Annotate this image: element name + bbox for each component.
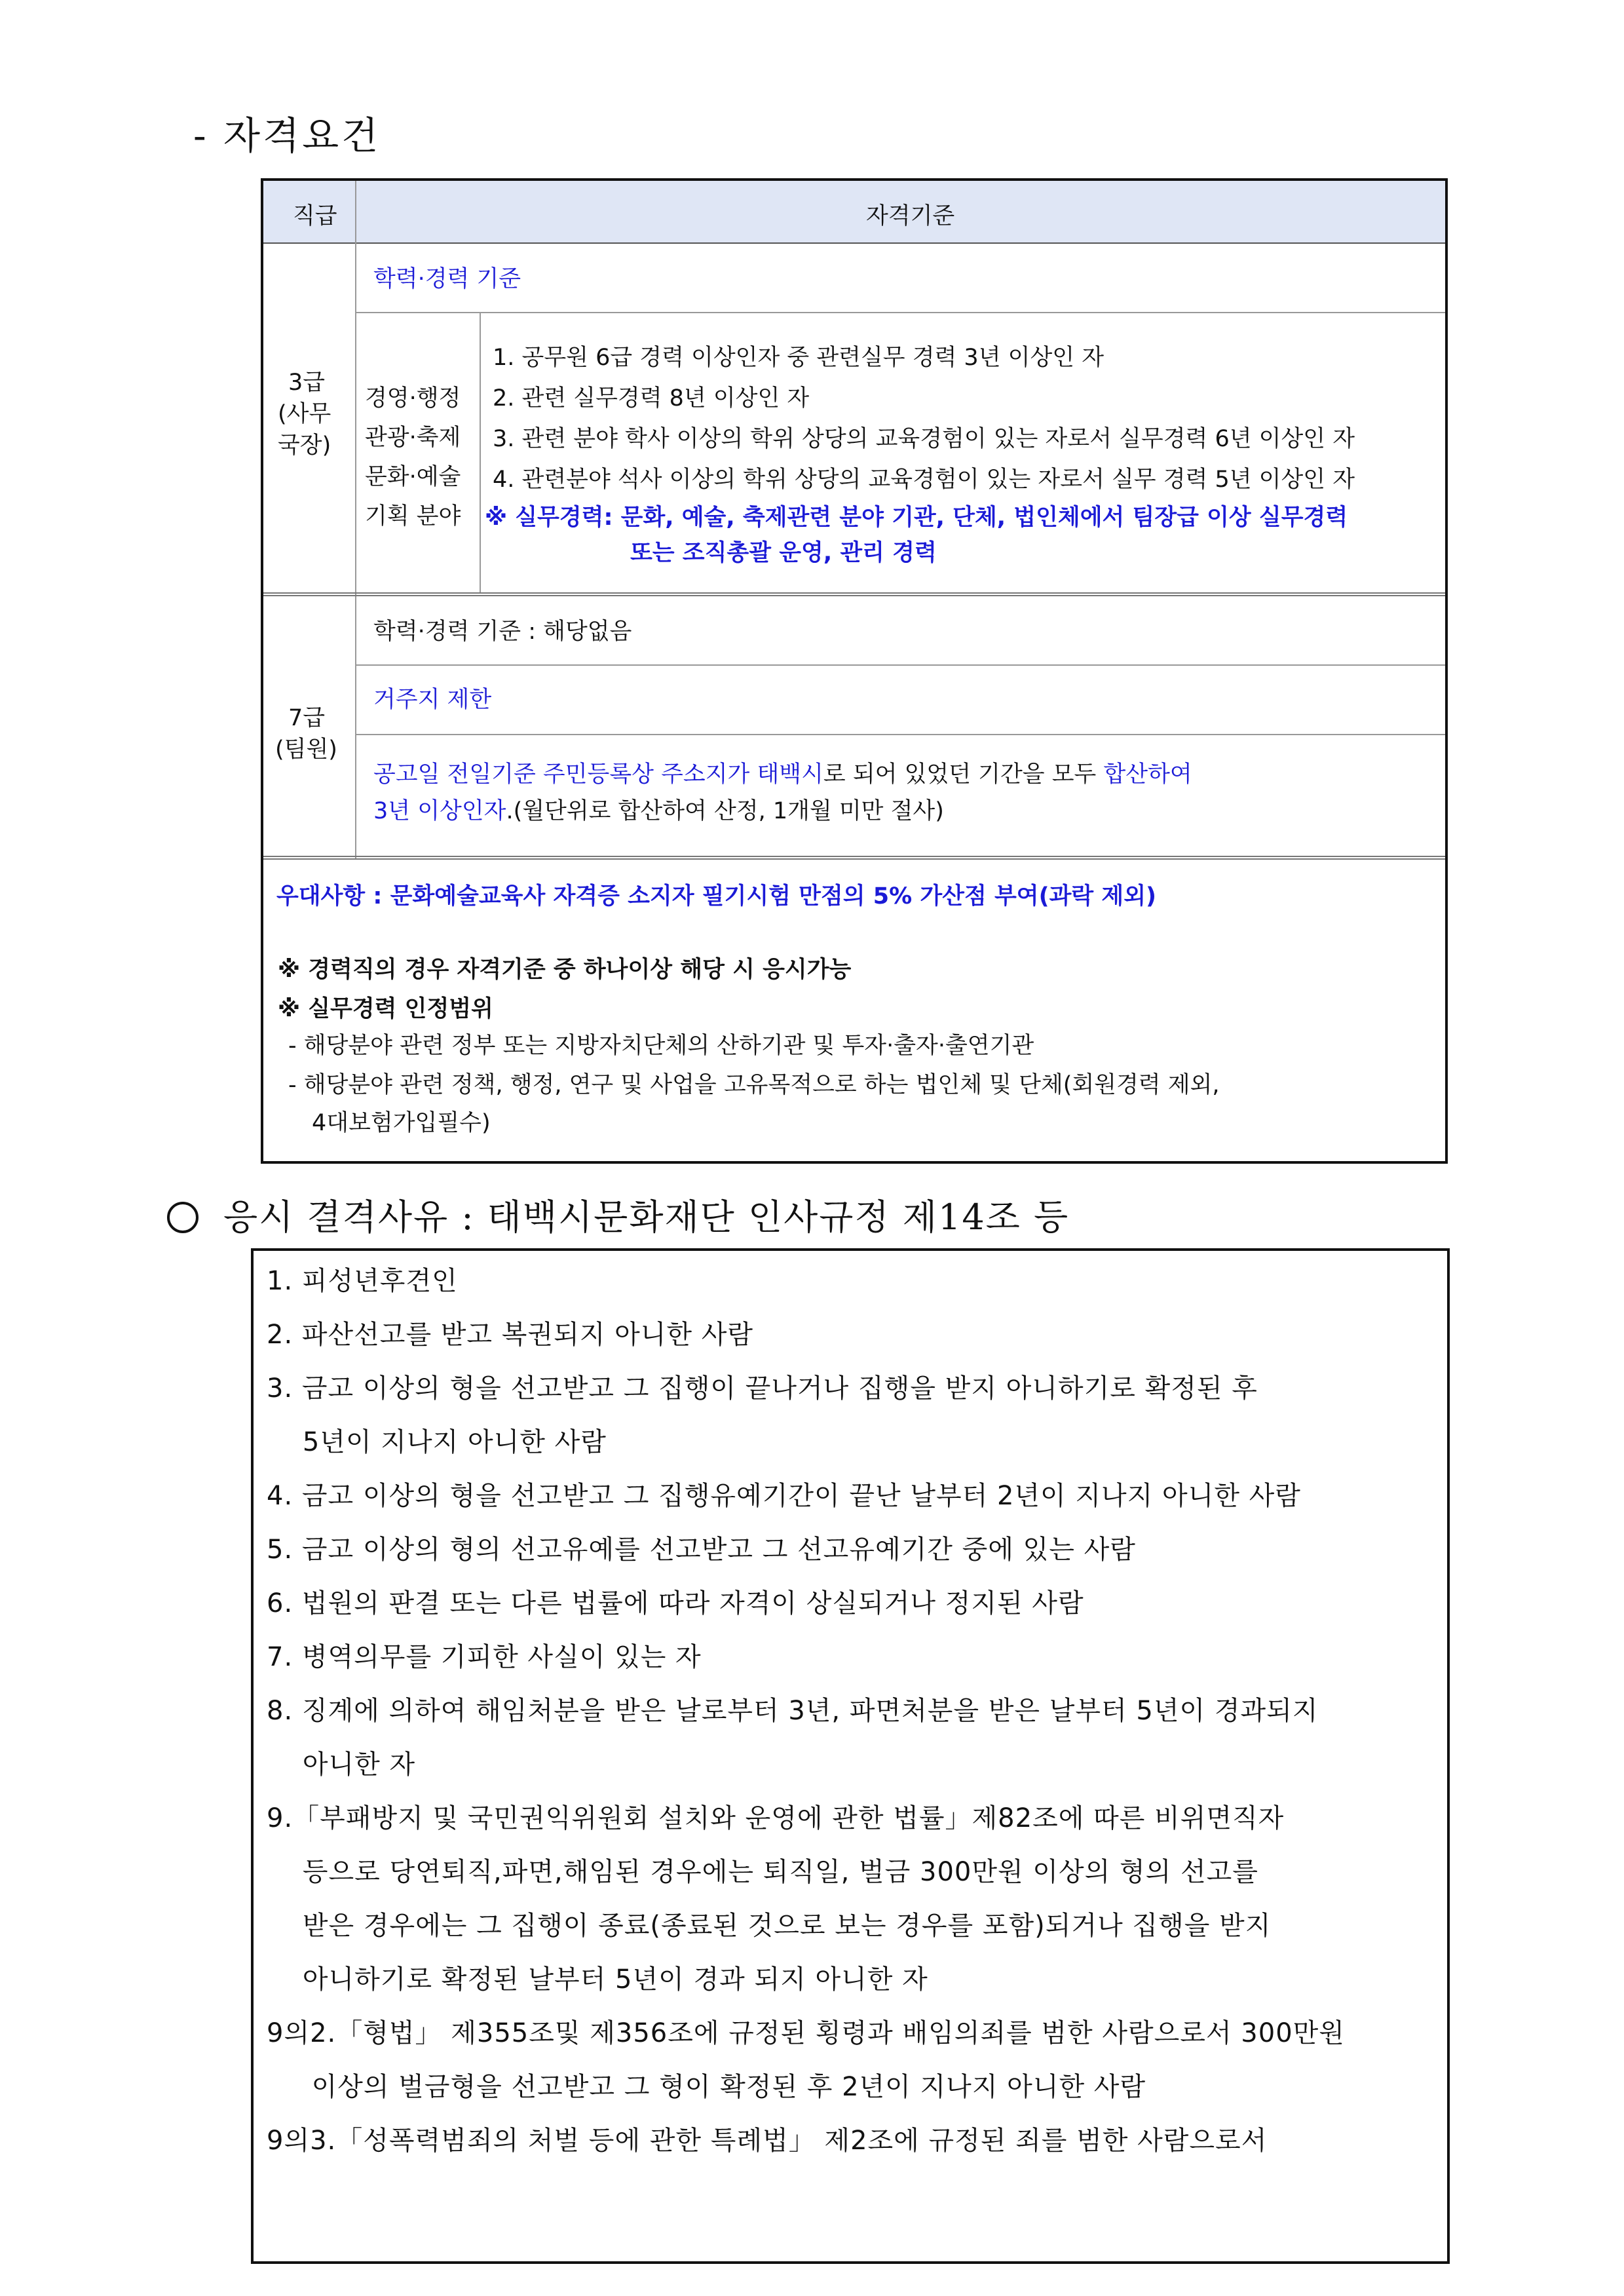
criteria-item-3: 3. 관련 분야 학사 이상의 학위 상당의 교육경험이 있는 자로서 실무경력 6년 이상인 자 (493, 426, 1355, 452)
disq-line: 9.「부패방지 및 국민권익위원회 설치와 운영에 관한 법률」제82조에 따른 비위면직자 (267, 1803, 1285, 1833)
residence-line-1-blue-b: 합산하여 (1103, 761, 1192, 788)
disq-line: 4. 금고 이상의 형을 선고받고 그 집행유예기간이 끝난 날부터 2년이 지나지 아니한 사람 (267, 1481, 1301, 1511)
disq-line: 2. 파산선고를 받고 복권되지 아니한 사람 (267, 1320, 753, 1350)
criteria-item-1: 1. 공무원 6급 경력 이상인자 중 관련실무 경력 3년 이상인 자 (493, 345, 1105, 371)
field-3: 문화·예술 (365, 464, 461, 490)
disqualification-heading (167, 1189, 1069, 1240)
residence-line-2-black: .(월단위로 합산하여 산정, 1개월 미만 절사) (506, 798, 944, 824)
field-1: 경영·행정 (365, 385, 461, 411)
residence-line-1 (373, 756, 1192, 789)
disqualification-title: 응시 결격사유 : 태백시문화재단 인사규정 제14조 등 (223, 1196, 1070, 1238)
disq-line: 5. 금고 이상의 형의 선고유예를 선고받고 그 선고유예기간 중에 있는 사람 (267, 1535, 1136, 1565)
disqualification-box (251, 1248, 1450, 2264)
note-4: - 해당분야 관련 정책, 행정, 연구 및 사업을 고유목적으로 하는 법인체 및 단체(회원경력 제외, (288, 1072, 1220, 1098)
criteria-item-4: 4. 관련분야 석사 이상의 학위 상당의 교육경험이 있는 자로서 실무 경력 5년 이상인 자 (493, 467, 1355, 493)
grade3-label-1: 3급 (288, 370, 326, 396)
grade3-edu-career-label: 학력·경력 기준 (373, 266, 521, 292)
note-2: ※ 실무경력 인정범위 (278, 996, 493, 1022)
residence-label: 거주지 제한 (373, 687, 492, 713)
residence-line-2-blue: 3년 이상인자 (373, 798, 506, 824)
preference-text: 우대사항 : 문화예술교육사 자격증 소지자 필기시험 만점의 5% 가산점 부여(과락 제외) (276, 883, 1156, 909)
grade7-label-1: 7급 (288, 705, 326, 731)
header-grade: 직급 (293, 203, 337, 229)
field-2: 관광·축제 (365, 425, 461, 451)
field-4: 기획 분야 (365, 503, 461, 529)
grade7-label-2: (팀원) (275, 737, 337, 763)
grade3-label-2: (사무 (278, 401, 331, 427)
grade7-edu-career: 학력·경력 기준 : 해당없음 (373, 619, 632, 645)
grade3-label-3: 국장) (278, 432, 331, 459)
disq-line: 아니한 자 (267, 1750, 416, 1780)
qualification-table (261, 178, 1448, 1164)
disq-line: 이상의 벌금형을 선고받고 그 형이 확정된 후 2년이 지나지 아니한 사람 (267, 2072, 1146, 2102)
disq-line: 1. 피성년후견인 (267, 1266, 458, 1296)
disq-line: 등으로 당연퇴직,파면,해임된 경우에는 퇴직일, 벌금 300만원 이상의 형의 선고를 (267, 1857, 1258, 1887)
circle-bullet-icon (167, 1202, 198, 1233)
criteria-item-2: 2. 관련 실무경력 8년 이상인 자 (493, 385, 810, 411)
residence-line-1-black: 로 되어 있었던 기간을 모두 (823, 761, 1104, 788)
disq-line: 8. 징계에 의하여 해임처분을 받은 날로부터 3년, 파면처분을 받은 날부터 5년이 경과되지 (267, 1696, 1319, 1726)
disq-line: 9의2.「형법」 제355조및 제356조에 규정된 횡령과 배임의죄를 범한 사람으로서 300만원 (267, 2018, 1345, 2048)
disq-line: 7. 병역의무를 기피한 사실이 있는 자 (267, 1642, 702, 1672)
section-title: - 자격요건 (193, 113, 381, 158)
disq-line: 9의3.「성폭력범죄의 처벌 등에 관한 특례법」 제2조에 규정된 죄를 범한 사람으로서 (267, 2126, 1268, 2156)
header-row (263, 181, 1445, 244)
note-3: - 해당분야 관련 정부 또는 지방자치단체의 산하기관 및 투자·출자·출연기관 (288, 1033, 1034, 1059)
career-note-2: 또는 조직총괄 운영, 관리 경력 (630, 540, 937, 566)
disq-line: 6. 법원의 판결 또는 다른 법률에 따라 자격이 상실되거나 정지된 사람 (267, 1588, 1084, 1618)
note-1: ※ 경력직의 경우 자격기준 중 하나이상 해당 시 응시가능 (278, 957, 852, 983)
header-criteria: 자격기준 (866, 203, 955, 229)
residence-line-1-blue-a: 공고일 전일기준 주민등록상 주소지가 태백시 (373, 761, 823, 788)
disq-line: 받은 경우에는 그 집행이 종료(종료된 것으로 보는 경우를 포함)되거나 집행을 받지 (267, 1911, 1272, 1941)
disq-line: 3. 금고 이상의 형을 선고받고 그 집행이 끝나거나 집행을 받지 아니하기로 확정된 후 (267, 1373, 1258, 1404)
disq-line: 5년이 지나지 아니한 사람 (267, 1427, 607, 1457)
disq-line: 아니하기로 확정된 날부터 5년이 경과 되지 아니한 자 (267, 1964, 928, 1995)
career-note-1: ※ 실무경력: 문화, 예술, 축제관련 분야 기관, 단체, 법인체에서 팀장급 이상 실무경력 (485, 505, 1348, 531)
residence-line-2 (373, 793, 944, 826)
note-5: 4대보험가입필수) (312, 1110, 491, 1136)
